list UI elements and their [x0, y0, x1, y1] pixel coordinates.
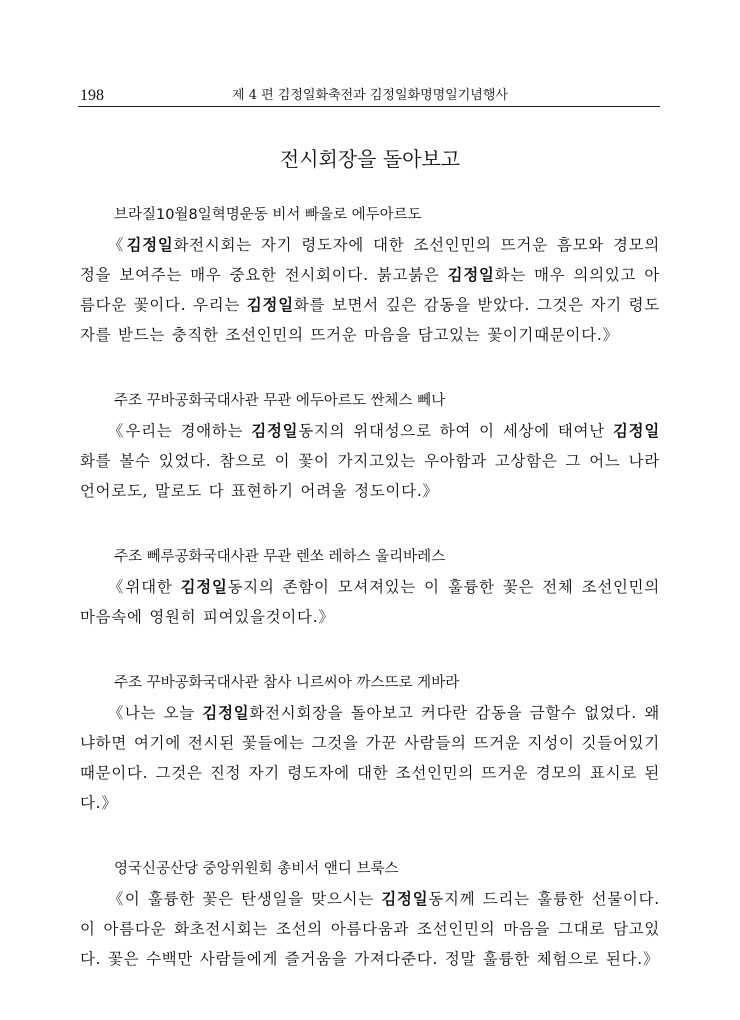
quote-text: 《위대한	[108, 578, 181, 596]
speaker-line: 주조 뻬루공화국대사관 무관 렌쏘 레하스 울리바레스	[114, 549, 446, 565]
emphasized-name: 김정일	[202, 704, 250, 722]
running-header	[80, 86, 660, 106]
testimonial-4	[80, 668, 660, 818]
quote-text: 화전시회장을 돌아보고 커다란 감동을 금할수 없었다. 왜냐하면 여기에 전시된 꽃들에는 그것을 가꾼 사람들의 뜨거운 지성이 깃들어있기때문이다. 그것은 진정 자기 령도자에 대한 조선인민의 뜨거운 경모의 표시로 된다.》	[80, 704, 660, 812]
speaker-line: 브라질10월8일혁명운동 비서 빠울로 에두아르도	[114, 207, 422, 223]
emphasized-name: 김정일	[180, 578, 228, 596]
quote-text: 동지의 위대성으로 하여 이 세상에 태여난	[298, 422, 613, 440]
quote-text: 화는 매우 의의있고 아름다운 꽃이다. 우리는	[80, 266, 660, 314]
quote-text: 《	[108, 236, 127, 254]
quote-paragraph	[80, 416, 660, 506]
quote-text: 《이 훌륭한 꽃은 탄생일을 맞으시는	[108, 890, 382, 908]
quote-paragraph	[80, 572, 660, 632]
quote-text: 화전시회는 자기 령도자에 대한 조선인민의 뜨거운 흠모와 경모의 정을 보여주는 매우 중요한 전시회이다. 붉고붉은	[80, 236, 660, 284]
testimonial-2	[80, 386, 660, 506]
quote-text: 동지께 드리는 훌륭한 선물이다. 이 아름다운 화초전시회는 조선의 아름다움과 조선인민의 마음을 그대로 담고있다. 꽃은 수백만 사람들에게 즐거움을 가져다준다. 정말 훌륭한 체험으로 된다.》	[80, 890, 660, 968]
testimonial-3	[80, 542, 660, 632]
speaker-line: 주조 꾸바공화국대사관 참사 니르씨아 까스뜨로 게바라	[114, 675, 460, 691]
emphasized-name: 김정일	[251, 422, 299, 440]
quote-text: 《나는 오늘	[108, 704, 203, 722]
emphasized-name: 김정일	[613, 422, 661, 440]
speaker-line: 영국신공산당 중앙위원회 총비서 앤디 브룩스	[114, 861, 399, 877]
testimonial-1	[80, 200, 660, 350]
speaker-line: 주조 꾸바공화국대사관 무관 에두아르도 싼체스 뻬나	[114, 393, 446, 409]
page-title: 전시회장을 돌아보고	[279, 147, 461, 171]
quote-paragraph	[80, 884, 660, 974]
testimonial-5	[80, 854, 660, 974]
emphasized-name: 김정일	[246, 296, 294, 314]
quote-paragraph	[80, 230, 660, 350]
quote-text: 《우리는 경애하는	[108, 422, 252, 440]
quote-text: 화를 보면서 깊은 감동을 받았다. 그것은 자기 령도자를 받드는 충직한 조선인민의 뜨거운 마음을 담고있는 꽃이기때문이다.》	[80, 296, 660, 344]
quote-text: 동지의 존함이 모셔져있는 이 훌륭한 꽃은 전체 조선인민의 마음속에 영원히 피여있을것이다.》	[80, 578, 660, 626]
emphasized-name: 김정일	[381, 890, 429, 908]
emphasized-name: 김정일	[126, 236, 174, 254]
emphasized-name: 김정일	[447, 266, 495, 284]
page-number: 198	[80, 87, 104, 104]
running-title: 제 4 편 김정일화축전과 김정일화명명일기념행사	[232, 88, 508, 103]
testimonials	[80, 200, 660, 974]
quote-text: 화를 볼수 있었다. 참으로 이 꽃이 가지고있는 우아함과 고상함은 그 어느 나라 언어로도, 말로도 다 표현하기 어려울 정도이다.》	[80, 452, 660, 500]
header-rule	[78, 106, 660, 107]
quote-paragraph	[80, 698, 660, 818]
